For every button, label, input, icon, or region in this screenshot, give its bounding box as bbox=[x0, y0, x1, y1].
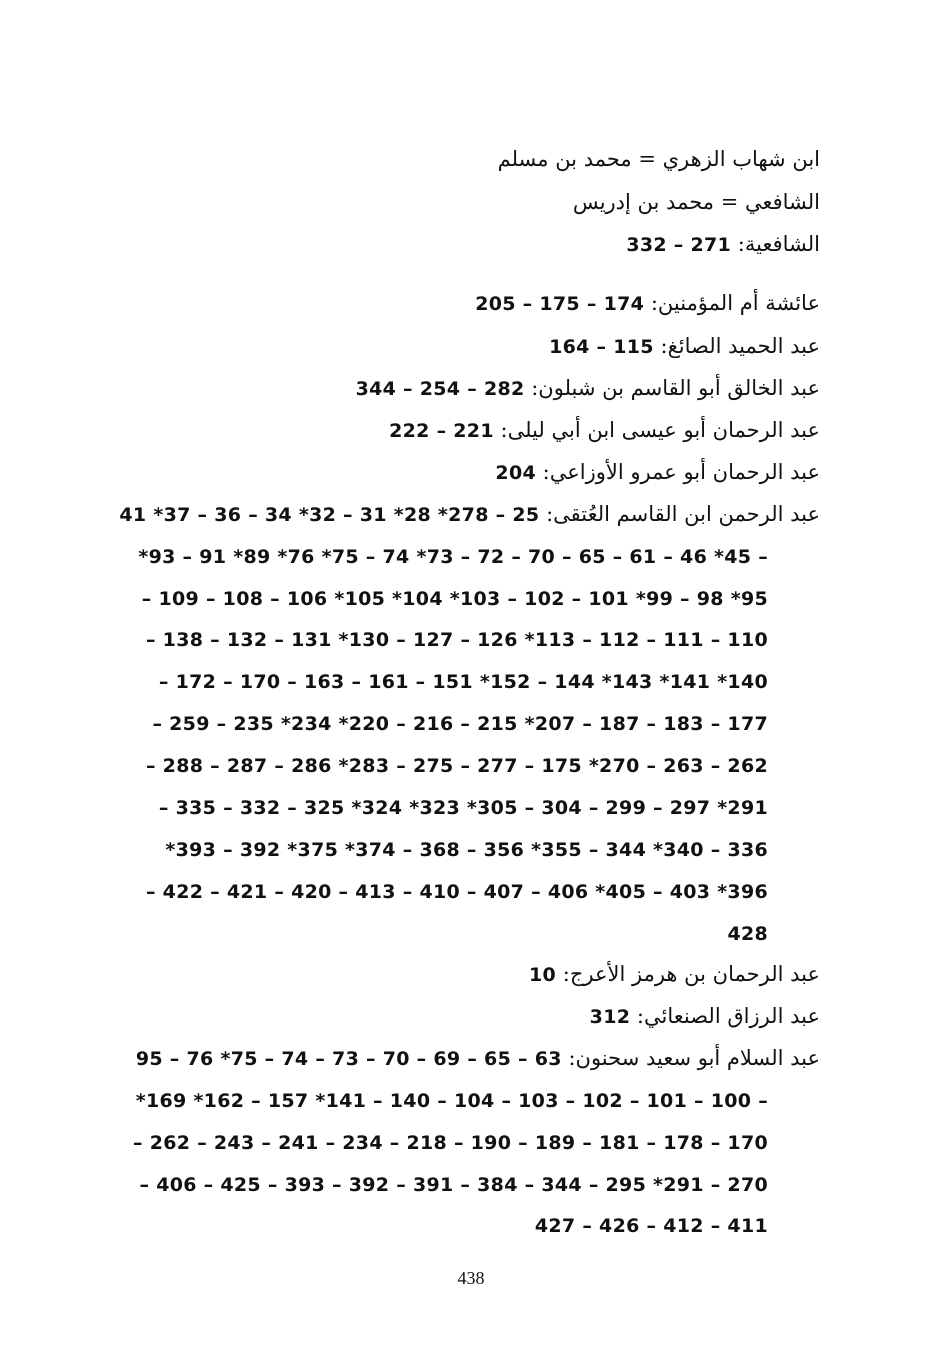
entry-page-refs: 10 bbox=[529, 964, 557, 986]
entry-page-refs: 164 – 115 bbox=[549, 336, 654, 358]
continuation-line bbox=[146, 876, 768, 906]
entry-name: الشافعية: bbox=[737, 232, 820, 256]
entry-page-refs: – 262 – 243 – 241 – 234 – 218 – 190 – 189 – 181 – 178 – 170 bbox=[133, 1132, 768, 1154]
entry-name: عبد الرحمان أبو عمرو الأوزاعي: bbox=[542, 460, 820, 484]
entry-name: عبد الرزاق الصنعائي: bbox=[636, 1004, 820, 1028]
index-entry bbox=[475, 288, 820, 318]
entry-page-refs: 428 bbox=[727, 923, 768, 945]
entry-page-refs: *393 – 392 *375 *374 – 368 – 356 *355 – 344 *340 – 336 bbox=[165, 839, 768, 861]
entry-page-refs: 332 – 271 bbox=[626, 234, 732, 256]
index-entry bbox=[626, 229, 820, 259]
index-entry bbox=[389, 415, 820, 445]
entry-name: عبد الرحمان بن هرمز الأعرج: bbox=[562, 962, 820, 986]
index-entry bbox=[573, 187, 820, 217]
continuation-line bbox=[159, 666, 768, 696]
entry-page-refs: *93 – 91 *89 *76 *75 – 74 *73 – 72 – 70 – 65 – 61 – 46 *45 – bbox=[138, 546, 768, 568]
entry-page-refs: – 172 – 170 – 163 – 161 – 151 *152 – 144 *143 *141 *140 bbox=[158, 671, 768, 693]
page-number: 438 bbox=[457, 1268, 485, 1288]
continuation-line bbox=[146, 624, 768, 654]
index-entry bbox=[549, 331, 820, 361]
entry-page-refs: 204 bbox=[495, 462, 536, 484]
entry-page-refs: 427 – 426 – 412 – 411 bbox=[534, 1215, 768, 1237]
entry-name: الشافعي = محمد بن إدريس bbox=[572, 190, 820, 214]
continuation-line bbox=[159, 792, 768, 822]
entry-name: عبد الرحمان أبو عيسى ابن أبي ليلى: bbox=[500, 418, 820, 442]
index-entry bbox=[495, 457, 820, 487]
index-entry bbox=[356, 373, 820, 403]
index-entry bbox=[590, 1001, 820, 1031]
entry-name: عائشة أم المؤمنين: bbox=[650, 291, 820, 315]
entry-page-refs: – 259 – 235 *234 *220 – 216 – 215 *207 – 187 – 183 – 177 bbox=[152, 713, 768, 735]
index-entry bbox=[119, 499, 820, 529]
continuation-line bbox=[139, 1169, 768, 1199]
entry-name: ابن شهاب الزهري = محمد بن مسلم bbox=[497, 147, 820, 171]
continuation-line bbox=[165, 834, 768, 864]
continuation-line bbox=[142, 583, 768, 613]
continuation-line bbox=[146, 750, 768, 780]
entry-page-refs: 41 *37 – 36 – 34 *32 – 31 *28 *278 – 25 bbox=[119, 504, 540, 526]
entry-page-refs: 344 – 254 – 282 bbox=[355, 378, 525, 400]
entry-page-refs: – 406 – 425 – 393 – 392 – 391 – 384 – 344 – 295 *291 – 270 bbox=[139, 1174, 768, 1196]
entry-page-refs: 95 – 76 *75 – 74 – 73 – 70 – 69 – 65 – 63 bbox=[135, 1048, 562, 1070]
index-entry bbox=[529, 959, 820, 989]
entry-page-refs: – 422 – 421 – 420 – 413 – 410 – 407 – 406 *405 – 403 *396 bbox=[145, 881, 768, 903]
entry-page-refs: – 138 – 132 – 131 *130 – 127 – 126 *113 – 112 – 111 – 110 bbox=[145, 629, 768, 651]
index-entry bbox=[136, 1043, 820, 1073]
continuation-line bbox=[138, 541, 768, 571]
entry-name: عبد الخالق أبو القاسم بن شبلون: bbox=[531, 376, 820, 400]
entry-name: عبد الرحمن ابن القاسم العُتقى: bbox=[546, 502, 820, 526]
continuation-line bbox=[727, 918, 768, 948]
continuation-line bbox=[535, 1210, 768, 1240]
entry-page-refs: 222 – 221 bbox=[389, 420, 494, 442]
continuation-line bbox=[133, 1127, 768, 1157]
continuation-line bbox=[152, 708, 768, 738]
entry-page-refs: – 109 – 108 – 106 *105 *104 *103 – 102 – 101 *99 – 98 *95 bbox=[141, 588, 768, 610]
entry-page-refs: *169 *162 – 157 *141 – 140 – 104 – 103 – 102 – 101 – 100 – bbox=[135, 1090, 768, 1112]
continuation-line bbox=[136, 1085, 768, 1115]
entry-name: عبد السلام أبو سعيد سحنون: bbox=[568, 1046, 820, 1070]
index-entry bbox=[498, 144, 820, 174]
entry-page-refs: – 288 – 287 – 286 *283 – 275 – 277 – 175 *270 – 263 – 262 bbox=[145, 755, 768, 777]
entry-page-refs: 312 bbox=[589, 1006, 631, 1028]
entry-page-refs: – 335 – 332 – 325 *324 *323 *305 – 304 – 299 – 297 *291 bbox=[158, 797, 768, 819]
entry-page-refs: 205 – 175 – 174 bbox=[475, 293, 645, 315]
entry-name: عبد الحميد الصائغ: bbox=[660, 334, 820, 358]
